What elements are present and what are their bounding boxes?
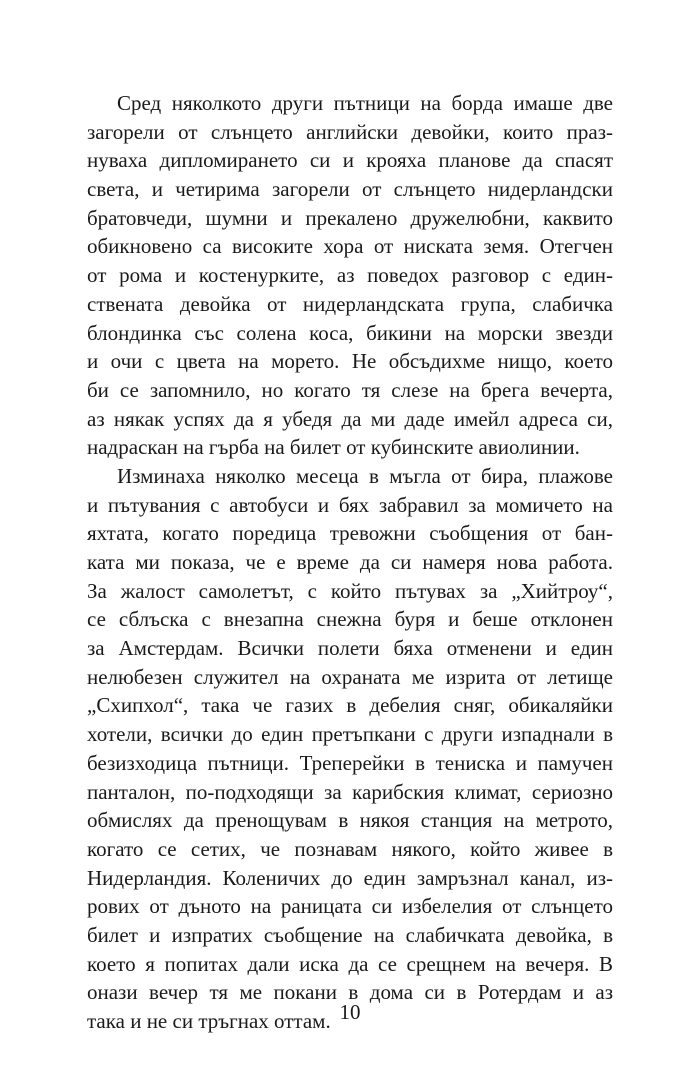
text-line: обикновено са високите хора от ниската земя. Отегчен [87,234,613,259]
text-line: нуваха дипломирането си и крояха планове да спасят [87,148,613,173]
body-text [87,89,613,1036]
text-line: надраскан на гърба на билет от кубинските авиолинии. [87,435,580,460]
text-line: Сред няколкото други пътници на борда имаше две [117,91,613,115]
text-line: което я попитах дали иска да се срещнем на вечеря. В [87,951,613,976]
text-line: яхтата, когато поредица тревожни съобщения от бан- [87,521,613,546]
text-line: и очи с цвета на морето. Не обсъдихме нищо, което [87,349,613,374]
text-line: блондинка със солена коса, бикини на морски звезди [87,320,613,345]
text-line: Нидерландия. Коленичих до един замръзнал канал, из- [87,865,613,890]
text-line: нелюбезен служител на охраната ме изрита от летище [87,664,613,689]
text-line: когато се сетих, че познавам някого, който живее в [87,836,613,861]
text-line: ствената девойка от нидерландската група, слабичка [87,291,613,316]
text-line: хотели, всички до един претъпкани с други изпаднали в [87,722,613,747]
text-line: онази вечер тя ме покани в дома си в Ротердам и аз [87,980,613,1005]
page-number: 10 [339,1000,361,1024]
text-line: ката ми показа, че е време да си намеря нова работа. [87,550,613,574]
text-line: Изминаха няколко месеца в мъгла от бира, плажове [117,463,613,488]
text-line: аз някак успях да я убедя да ми даде имейл адреса си, [87,406,613,431]
text-line: така и не си тръгнах оттам. [87,1009,331,1033]
text-line: За жалост самолетът, с който пътувах за „Хийтроу“, [87,578,613,603]
paragraph-1 [87,89,613,462]
text-line: се сблъска с внезапна снежна буря и беше отклонен [87,607,613,632]
text-line: загорели от слънцето английски девойки, които праз- [87,119,613,144]
text-line: „Схипхол“, така че газих в дебелия сняг, обикаляйки [87,693,613,718]
text-line: братовчеди, шумни и прекалено дружелюбни, каквито [87,205,613,230]
text-line: и пътувания с автобуси и бях забравил за момичето на [87,492,613,517]
text-line: от рома и костенурките, аз поведох разговор с един- [87,263,613,288]
text-line: билет и изпратих съобщение на слабичката девойка, в [87,922,613,947]
text-line: обмислях да пренощувам в някоя станция на метрото, [87,808,613,833]
text-line: света, и четирима загорели от слънцето нидерландски [87,177,613,202]
text-line: безизходица пътници. Треперейки в тениска и памучен [87,750,613,775]
text-line: рових от дъното на раницата си избелелия от слънцето [87,894,613,919]
paragraph-2 [87,462,613,1036]
text-line: за Амстердам. Всички полети бяха отменени и един [87,636,613,661]
text-line: панталон, по-подходящи за карибския климат, сериозно [87,779,613,804]
text-line: би се запомнило, но когато тя слезе на брега вечерта, [87,377,613,402]
